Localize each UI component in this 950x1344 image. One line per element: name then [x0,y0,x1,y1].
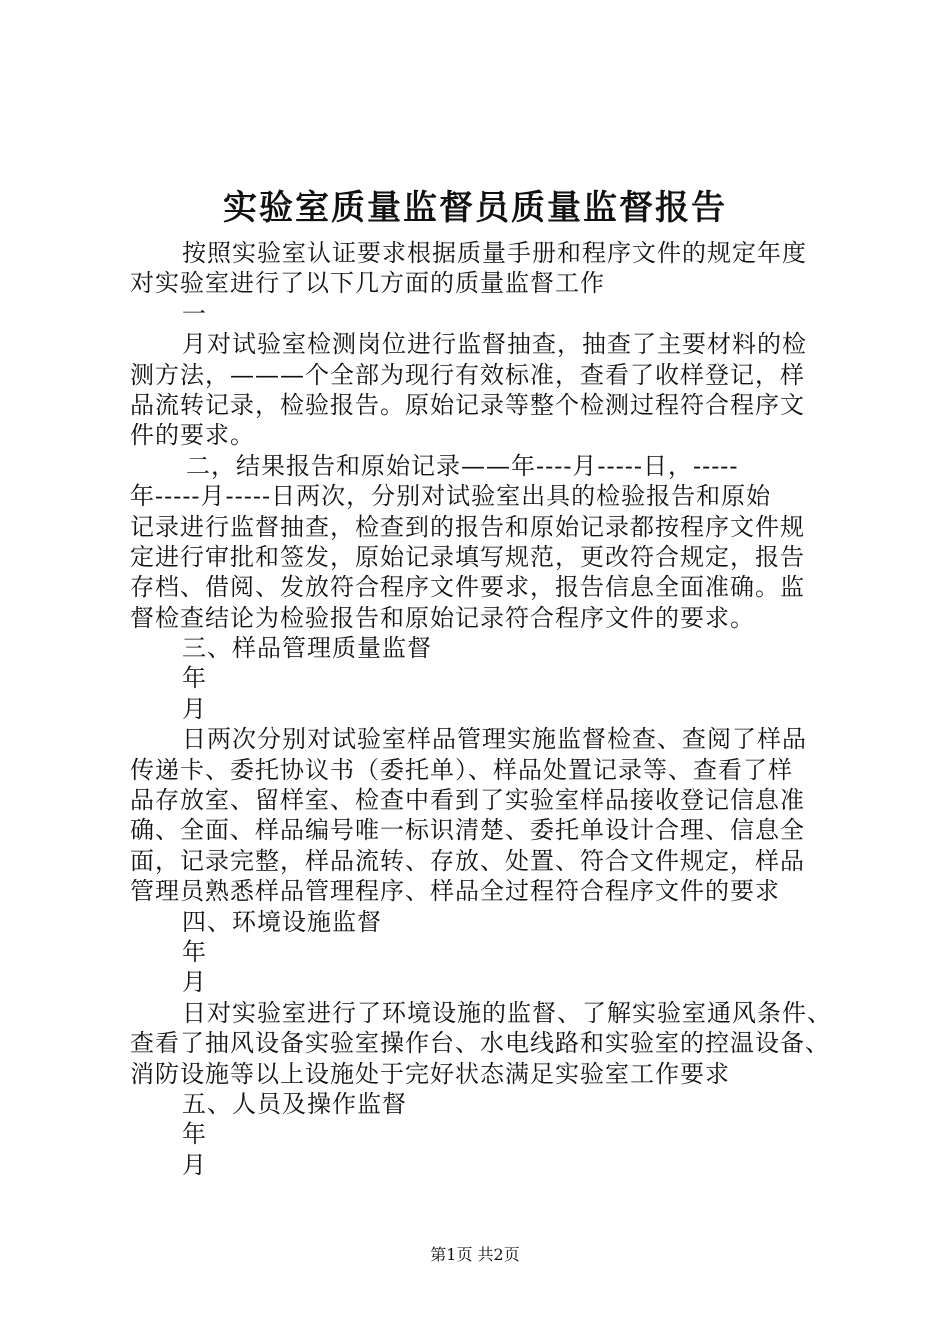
text-line: 月对试验室检测岗位进行监督抽查，抽查了主要材料的检 [182,330,807,359]
text-line: 年 [182,1120,207,1149]
text-line: 二，结果报告和原始记录——年----月-----日，----- [186,451,739,480]
text-line: 日对实验室进行了环境设施的监督、了解实验室通风条件、 [182,998,832,1027]
text-line: 按照实验室认证要求根据质量手册和程序文件的规定年度 [182,239,807,267]
text-line: 查看了抽风设备实验室操作台、水电线路和实验室的控温设备、 [130,1029,830,1058]
text-line: 测方法，———个全部为现行有效标准，查看了收样登记，样 [130,360,805,389]
text-line: 对实验室进行了以下几方面的质量监督工作 [130,269,605,298]
text-line: 存档、借阅、发放符合程序文件要求，报告信息全面准确。监 [130,573,805,602]
text-line: 年-----月-----日两次，分别对试验室出具的检验报告和原始 [130,482,772,511]
text-line: 月 [182,1150,207,1179]
document-body [130,238,830,1180]
text-line: 日两次分别对试验室样品管理实施监督检查、查阅了样品 [182,725,807,754]
text-line: 一 [182,299,207,328]
text-line: 记录进行监督抽查，检查到的报告和原始记录都按程序文件规 [130,512,805,541]
text-line: 年 [182,937,207,966]
text-line: 年 [182,664,207,693]
text-line: 督检查结论为检验报告和原始记录符合程序文件的要求。 [130,603,755,632]
document-title: 实验室质量监督员质量监督报告 [223,188,727,228]
text-line: 管理员熟悉样品管理程序、样品全过程符合程序文件的要求 [130,877,780,906]
text-line: 定进行审批和签发，原始记录填写规范，更改符合规定，报告 [130,542,805,571]
text-line: 月 [182,968,207,997]
text-line: 传递卡、委托协议书（委托单）、样品处置记录等、查看了样 [130,755,793,784]
text-line: 消防设施等以上设施处于完好状态满足实验室工作要求 [130,1059,730,1088]
page-footer: 第1页 共2页 [430,1245,520,1264]
text-line: 品流转记录，检验报告。原始记录等整个检测过程符合程序文 [130,390,805,419]
text-line: 件的要求。 [130,421,255,450]
section-heading: 三、样品管理质量监督 [182,634,432,663]
text-line: 面，记录完整，样品流转、存放、处置、符合文件规定，样品 [130,846,805,875]
text-line: 确、全面、样品编号唯一标识清楚、委托单设计合理、信息全 [130,816,805,845]
section-heading: 四、环境设施监督 [182,907,382,936]
text-line: 品存放室、留样室、检查中看到了实验室样品接收登记信息准 [130,786,805,815]
section-heading: 五、人员及操作监督 [182,1089,407,1118]
text-line: 月 [182,694,207,723]
